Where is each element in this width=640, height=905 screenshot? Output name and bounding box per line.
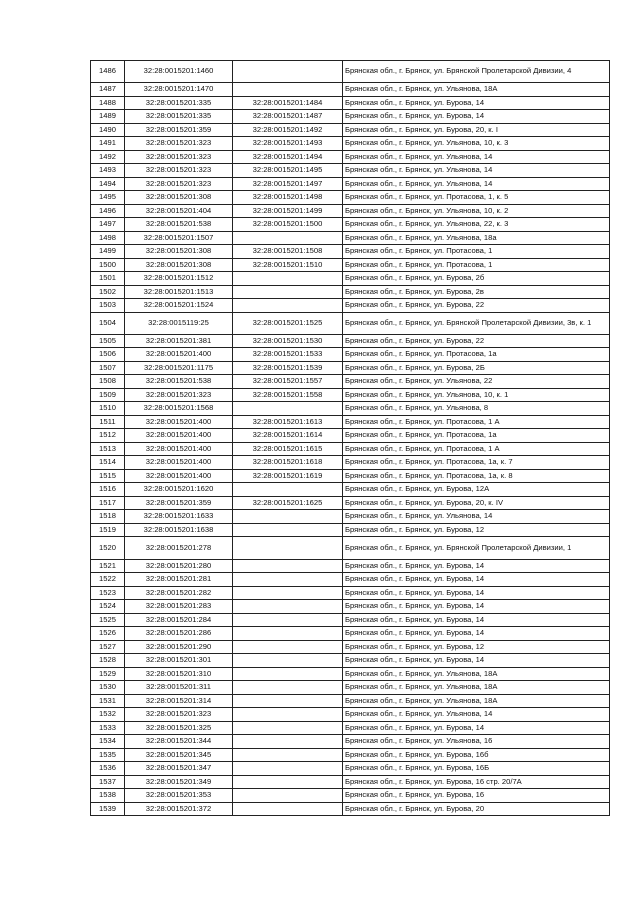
row-number-cell: 1508 xyxy=(91,375,125,389)
row-number-cell: 1533 xyxy=(91,721,125,735)
row-number-cell: 1486 xyxy=(91,61,125,83)
cadastral-number-cell: 32:28:0015201:400 xyxy=(125,442,233,456)
table-row xyxy=(91,496,610,510)
cadastral-number-cell: 32:28:0015201:323 xyxy=(125,137,233,151)
cadastral-number-cell: 32:28:0015201:1513 xyxy=(125,285,233,299)
table-row xyxy=(91,415,610,429)
linked-cadastral-number-cell xyxy=(233,537,343,559)
address-cell: Брянская обл., г. Брянск, ул. Ульянова, 14 xyxy=(343,177,610,191)
address-cell: Брянская обл., г. Брянск, ул. Протасова, 1а xyxy=(343,429,610,443)
address-cell: Брянская обл., г. Брянск, ул. Ульянова, 10, к. 2 xyxy=(343,204,610,218)
linked-cadastral-number-cell xyxy=(233,510,343,524)
address-cell: Брянская обл., г. Брянск, ул. Протасова, 1 xyxy=(343,245,610,259)
address-cell: Брянская обл., г. Брянск, ул. Бурова, 14 xyxy=(343,654,610,668)
row-number-cell: 1529 xyxy=(91,667,125,681)
linked-cadastral-number-cell: 32:28:0015201:1615 xyxy=(233,442,343,456)
linked-cadastral-number-cell: 32:28:0015201:1619 xyxy=(233,469,343,483)
address-cell: Брянская обл., г. Брянск, ул. Брянской Пролетарской Дивизии, 4 xyxy=(343,61,610,83)
table-row xyxy=(91,667,610,681)
row-number-cell: 1536 xyxy=(91,762,125,776)
address-cell: Брянская обл., г. Брянск, ул. Бурова, 16б xyxy=(343,748,610,762)
table-row xyxy=(91,83,610,97)
linked-cadastral-number-cell: 32:28:0015201:1499 xyxy=(233,204,343,218)
table-row xyxy=(91,177,610,191)
cadastral-number-cell: 32:28:0015201:325 xyxy=(125,721,233,735)
table-row xyxy=(91,164,610,178)
linked-cadastral-number-cell xyxy=(233,654,343,668)
cadastral-number-cell: 32:28:0015201:314 xyxy=(125,694,233,708)
linked-cadastral-number-cell xyxy=(233,231,343,245)
linked-cadastral-number-cell xyxy=(233,586,343,600)
cadastral-number-cell: 32:28:0015201:335 xyxy=(125,110,233,124)
linked-cadastral-number-cell xyxy=(233,285,343,299)
table-row xyxy=(91,285,610,299)
linked-cadastral-number-cell: 32:28:0015201:1497 xyxy=(233,177,343,191)
address-cell: Брянская обл., г. Брянск, ул. Бурова, 20 xyxy=(343,802,610,816)
row-number-cell: 1525 xyxy=(91,613,125,627)
row-number-cell: 1538 xyxy=(91,789,125,803)
cadastral-number-cell: 32:28:0015201:538 xyxy=(125,218,233,232)
table-row xyxy=(91,537,610,559)
address-cell: Брянская обл., г. Брянск, ул. Бурова, 12 xyxy=(343,523,610,537)
row-number-cell: 1521 xyxy=(91,559,125,573)
row-number-cell: 1509 xyxy=(91,388,125,402)
row-number-cell: 1493 xyxy=(91,164,125,178)
cadastral-number-cell: 32:28:0015201:308 xyxy=(125,245,233,259)
row-number-cell: 1537 xyxy=(91,775,125,789)
linked-cadastral-number-cell: 32:28:0015201:1558 xyxy=(233,388,343,402)
address-cell: Брянская обл., г. Брянск, ул. Бурова, 16Б xyxy=(343,762,610,776)
row-number-cell: 1513 xyxy=(91,442,125,456)
cadastral-number-cell: 32:28:0015201:283 xyxy=(125,600,233,614)
row-number-cell: 1517 xyxy=(91,496,125,510)
address-cell: Брянская обл., г. Брянск, ул. Протасова, 1а, к. 7 xyxy=(343,456,610,470)
cadastral-number-cell: 32:28:0015201:400 xyxy=(125,348,233,362)
linked-cadastral-number-cell xyxy=(233,402,343,416)
linked-cadastral-number-cell: 32:28:0015201:1493 xyxy=(233,137,343,151)
cadastral-number-cell: 32:28:0015201:301 xyxy=(125,654,233,668)
table-row xyxy=(91,469,610,483)
row-number-cell: 1503 xyxy=(91,299,125,313)
table-row xyxy=(91,334,610,348)
row-number-cell: 1530 xyxy=(91,681,125,695)
row-number-cell: 1539 xyxy=(91,802,125,816)
table-row xyxy=(91,627,610,641)
table-row xyxy=(91,613,610,627)
cadastral-number-cell: 32:28:0015201:282 xyxy=(125,586,233,600)
cadastral-number-cell: 32:28:0015201:1568 xyxy=(125,402,233,416)
address-cell: Брянская обл., г. Брянск, ул. Бурова, 20, к. I xyxy=(343,123,610,137)
linked-cadastral-number-cell xyxy=(233,775,343,789)
address-cell: Брянская обл., г. Брянск, ул. Бурова, 22 xyxy=(343,334,610,348)
address-cell: Брянская обл., г. Брянск, ул. Бурова, 2Б xyxy=(343,361,610,375)
linked-cadastral-number-cell xyxy=(233,573,343,587)
table-row xyxy=(91,483,610,497)
table-row xyxy=(91,456,610,470)
cadastral-number-cell: 32:28:0015201:310 xyxy=(125,667,233,681)
address-cell: Брянская обл., г. Брянск, ул. Бурова, 14 xyxy=(343,627,610,641)
cadastral-number-cell: 32:28:0015201:335 xyxy=(125,96,233,110)
row-number-cell: 1494 xyxy=(91,177,125,191)
cadastral-number-cell: 32:28:0015201:359 xyxy=(125,123,233,137)
linked-cadastral-number-cell: 32:28:0015201:1525 xyxy=(233,312,343,334)
address-cell: Брянская обл., г. Брянск, ул. Протасова, 1 А xyxy=(343,415,610,429)
linked-cadastral-number-cell xyxy=(233,627,343,641)
linked-cadastral-number-cell xyxy=(233,600,343,614)
linked-cadastral-number-cell xyxy=(233,559,343,573)
cadastral-number-cell: 32:28:0015201:1175 xyxy=(125,361,233,375)
linked-cadastral-number-cell xyxy=(233,762,343,776)
linked-cadastral-number-cell xyxy=(233,694,343,708)
row-number-cell: 1519 xyxy=(91,523,125,537)
table-row xyxy=(91,708,610,722)
linked-cadastral-number-cell: 32:28:0015201:1498 xyxy=(233,191,343,205)
row-number-cell: 1499 xyxy=(91,245,125,259)
linked-cadastral-number-cell xyxy=(233,61,343,83)
row-number-cell: 1496 xyxy=(91,204,125,218)
row-number-cell: 1505 xyxy=(91,334,125,348)
address-cell: Брянская обл., г. Брянск, ул. Ульянова, 10, к. 1 xyxy=(343,388,610,402)
table-row xyxy=(91,231,610,245)
cadastral-number-cell: 32:28:0015201:311 xyxy=(125,681,233,695)
table-row xyxy=(91,681,610,695)
row-number-cell: 1527 xyxy=(91,640,125,654)
registry-table-body xyxy=(91,61,610,816)
row-number-cell: 1524 xyxy=(91,600,125,614)
table-row xyxy=(91,150,610,164)
table-row xyxy=(91,299,610,313)
cadastral-number-cell: 32:28:0015201:308 xyxy=(125,258,233,272)
cadastral-number-cell: 32:28:0015201:323 xyxy=(125,150,233,164)
cadastral-number-cell: 32:28:0015201:308 xyxy=(125,191,233,205)
table-row xyxy=(91,375,610,389)
cadastral-number-cell: 32:28:0015201:278 xyxy=(125,537,233,559)
address-cell: Брянская обл., г. Брянск, ул. Брянской Пролетарской Дивизии, 3в, к. 1 xyxy=(343,312,610,334)
address-cell: Брянская обл., г. Брянск, ул. Ульянова, 10, к. 3 xyxy=(343,137,610,151)
address-cell: Брянская обл., г. Брянск, ул. Бурова, 12А xyxy=(343,483,610,497)
address-cell: Брянская обл., г. Брянск, ул. Ульянова, 14 xyxy=(343,708,610,722)
row-number-cell: 1516 xyxy=(91,483,125,497)
table-row xyxy=(91,510,610,524)
row-number-cell: 1500 xyxy=(91,258,125,272)
linked-cadastral-number-cell xyxy=(233,748,343,762)
linked-cadastral-number-cell: 32:28:0015201:1495 xyxy=(233,164,343,178)
address-cell: Брянская обл., г. Брянск, ул. Ульянова, 8 xyxy=(343,402,610,416)
row-number-cell: 1510 xyxy=(91,402,125,416)
row-number-cell: 1501 xyxy=(91,272,125,286)
registry-table xyxy=(90,60,610,816)
cadastral-number-cell: 32:28:0015201:286 xyxy=(125,627,233,641)
linked-cadastral-number-cell xyxy=(233,83,343,97)
linked-cadastral-number-cell: 32:28:0015201:1500 xyxy=(233,218,343,232)
cadastral-number-cell: 32:28:0015201:400 xyxy=(125,469,233,483)
address-cell: Брянская обл., г. Брянск, ул. Бурова, 16 стр. 20/7А xyxy=(343,775,610,789)
row-number-cell: 1504 xyxy=(91,312,125,334)
address-cell: Брянская обл., г. Брянск, ул. Протасова, 1а xyxy=(343,348,610,362)
linked-cadastral-number-cell: 32:28:0015201:1557 xyxy=(233,375,343,389)
table-row xyxy=(91,429,610,443)
cadastral-number-cell: 32:28:0015201:1512 xyxy=(125,272,233,286)
cadastral-number-cell: 32:28:0015201:1620 xyxy=(125,483,233,497)
table-row xyxy=(91,61,610,83)
cadastral-number-cell: 32:28:0015201:353 xyxy=(125,789,233,803)
row-number-cell: 1512 xyxy=(91,429,125,443)
cadastral-number-cell: 32:28:0015201:323 xyxy=(125,708,233,722)
row-number-cell: 1520 xyxy=(91,537,125,559)
linked-cadastral-number-cell: 32:28:0015201:1614 xyxy=(233,429,343,443)
row-number-cell: 1506 xyxy=(91,348,125,362)
address-cell: Брянская обл., г. Брянск, ул. Протасова, 1 А xyxy=(343,442,610,456)
linked-cadastral-number-cell xyxy=(233,802,343,816)
row-number-cell: 1523 xyxy=(91,586,125,600)
table-row xyxy=(91,721,610,735)
table-row xyxy=(91,789,610,803)
linked-cadastral-number-cell xyxy=(233,640,343,654)
table-row xyxy=(91,694,610,708)
cadastral-number-cell: 32:28:0015201:400 xyxy=(125,456,233,470)
cadastral-number-cell: 32:28:0015201:323 xyxy=(125,388,233,402)
linked-cadastral-number-cell xyxy=(233,299,343,313)
table-row xyxy=(91,245,610,259)
row-number-cell: 1489 xyxy=(91,110,125,124)
table-row xyxy=(91,600,610,614)
table-row xyxy=(91,361,610,375)
cadastral-number-cell: 32:28:0015201:280 xyxy=(125,559,233,573)
row-number-cell: 1492 xyxy=(91,150,125,164)
cadastral-number-cell: 32:28:0015201:290 xyxy=(125,640,233,654)
linked-cadastral-number-cell xyxy=(233,735,343,749)
cadastral-number-cell: 32:28:0015201:1507 xyxy=(125,231,233,245)
table-row xyxy=(91,204,610,218)
linked-cadastral-number-cell xyxy=(233,523,343,537)
cadastral-number-cell: 32:28:0015201:345 xyxy=(125,748,233,762)
cadastral-number-cell: 32:28:0015201:1524 xyxy=(125,299,233,313)
address-cell: Брянская обл., г. Брянск, ул. Протасова, 1а, к. 8 xyxy=(343,469,610,483)
row-number-cell: 1534 xyxy=(91,735,125,749)
address-cell: Брянская обл., г. Брянск, ул. Бурова, 14 xyxy=(343,586,610,600)
row-number-cell: 1531 xyxy=(91,694,125,708)
cadastral-number-cell: 32:28:0015201:281 xyxy=(125,573,233,587)
table-row xyxy=(91,348,610,362)
address-cell: Брянская обл., г. Брянск, ул. Бурова, 22 xyxy=(343,299,610,313)
table-row xyxy=(91,258,610,272)
address-cell: Брянская обл., г. Брянск, ул. Ульянова, 22 xyxy=(343,375,610,389)
cadastral-number-cell: 32:28:0015201:404 xyxy=(125,204,233,218)
linked-cadastral-number-cell: 32:28:0015201:1618 xyxy=(233,456,343,470)
linked-cadastral-number-cell: 32:28:0015201:1533 xyxy=(233,348,343,362)
row-number-cell: 1497 xyxy=(91,218,125,232)
row-number-cell: 1514 xyxy=(91,456,125,470)
address-cell: Брянская обл., г. Брянск, ул. Бурова, 14 xyxy=(343,110,610,124)
address-cell: Брянская обл., г. Брянск, ул. Бурова, 14 xyxy=(343,721,610,735)
address-cell: Брянская обл., г. Брянск, ул. Ульянова, 14 xyxy=(343,510,610,524)
linked-cadastral-number-cell xyxy=(233,681,343,695)
row-number-cell: 1498 xyxy=(91,231,125,245)
cadastral-number-cell: 32:28:0015201:359 xyxy=(125,496,233,510)
address-cell: Брянская обл., г. Брянск, ул. Ульянова, 14 xyxy=(343,164,610,178)
table-row xyxy=(91,559,610,573)
table-row xyxy=(91,654,610,668)
row-number-cell: 1491 xyxy=(91,137,125,151)
table-row xyxy=(91,573,610,587)
cadastral-number-cell: 32:28:0015201:323 xyxy=(125,164,233,178)
address-cell: Брянская обл., г. Брянск, ул. Бурова, 14 xyxy=(343,600,610,614)
row-number-cell: 1535 xyxy=(91,748,125,762)
table-row xyxy=(91,735,610,749)
cadastral-number-cell: 32:28:0015201:372 xyxy=(125,802,233,816)
address-cell: Брянская обл., г. Брянск, ул. Бурова, 20, к. IV xyxy=(343,496,610,510)
linked-cadastral-number-cell xyxy=(233,721,343,735)
cadastral-number-cell: 32:28:0015201:1460 xyxy=(125,61,233,83)
table-row xyxy=(91,442,610,456)
table-row xyxy=(91,523,610,537)
linked-cadastral-number-cell xyxy=(233,667,343,681)
table-row xyxy=(91,640,610,654)
linked-cadastral-number-cell: 32:28:0015201:1530 xyxy=(233,334,343,348)
linked-cadastral-number-cell: 32:28:0015201:1484 xyxy=(233,96,343,110)
table-row xyxy=(91,137,610,151)
row-number-cell: 1515 xyxy=(91,469,125,483)
table-row xyxy=(91,272,610,286)
table-row xyxy=(91,191,610,205)
address-cell: Брянская обл., г. Брянск, ул. Протасова, 1 xyxy=(343,258,610,272)
address-cell: Брянская обл., г. Брянск, ул. Брянской Пролетарской Дивизии, 1 xyxy=(343,537,610,559)
row-number-cell: 1511 xyxy=(91,415,125,429)
row-number-cell: 1522 xyxy=(91,573,125,587)
cadastral-number-cell: 32:28:0015201:349 xyxy=(125,775,233,789)
cadastral-number-cell: 32:28:0015201:1638 xyxy=(125,523,233,537)
cadastral-number-cell: 32:28:0015201:1633 xyxy=(125,510,233,524)
linked-cadastral-number-cell xyxy=(233,613,343,627)
linked-cadastral-number-cell: 32:28:0015201:1625 xyxy=(233,496,343,510)
linked-cadastral-number-cell: 32:28:0015201:1613 xyxy=(233,415,343,429)
table-row xyxy=(91,218,610,232)
address-cell: Брянская обл., г. Брянск, ул. Ульянова, 22, к. 3 xyxy=(343,218,610,232)
address-cell: Брянская обл., г. Брянск, ул. Бурова, 12 xyxy=(343,640,610,654)
linked-cadastral-number-cell: 32:28:0015201:1494 xyxy=(233,150,343,164)
linked-cadastral-number-cell xyxy=(233,789,343,803)
cadastral-number-cell: 32:28:0015201:400 xyxy=(125,415,233,429)
cadastral-number-cell: 32:28:0015201:538 xyxy=(125,375,233,389)
cadastral-number-cell: 32:28:0015201:347 xyxy=(125,762,233,776)
address-cell: Брянская обл., г. Брянск, ул. Ульянова, 18А xyxy=(343,681,610,695)
address-cell: Брянская обл., г. Брянск, ул. Ульянова, 18А xyxy=(343,83,610,97)
address-cell: Брянская обл., г. Брянск, ул. Бурова, 2б xyxy=(343,272,610,286)
linked-cadastral-number-cell: 32:28:0015201:1510 xyxy=(233,258,343,272)
cadastral-number-cell: 32:28:0015119:25 xyxy=(125,312,233,334)
table-row xyxy=(91,312,610,334)
row-number-cell: 1532 xyxy=(91,708,125,722)
linked-cadastral-number-cell: 32:28:0015201:1492 xyxy=(233,123,343,137)
table-row xyxy=(91,402,610,416)
linked-cadastral-number-cell: 32:28:0015201:1539 xyxy=(233,361,343,375)
row-number-cell: 1526 xyxy=(91,627,125,641)
row-number-cell: 1502 xyxy=(91,285,125,299)
cadastral-number-cell: 32:28:0015201:400 xyxy=(125,429,233,443)
cadastral-number-cell: 32:28:0015201:1470 xyxy=(125,83,233,97)
address-cell: Брянская обл., г. Брянск, ул. Бурова, 14 xyxy=(343,613,610,627)
table-row xyxy=(91,748,610,762)
row-number-cell: 1495 xyxy=(91,191,125,205)
table-row xyxy=(91,762,610,776)
address-cell: Брянская обл., г. Брянск, ул. Бурова, 2в xyxy=(343,285,610,299)
row-number-cell: 1528 xyxy=(91,654,125,668)
linked-cadastral-number-cell: 32:28:0015201:1508 xyxy=(233,245,343,259)
address-cell: Брянская обл., г. Брянск, ул. Бурова, 14 xyxy=(343,96,610,110)
address-cell: Брянская обл., г. Брянск, ул. Ульянова, 18А xyxy=(343,667,610,681)
row-number-cell: 1490 xyxy=(91,123,125,137)
row-number-cell: 1518 xyxy=(91,510,125,524)
table-row xyxy=(91,110,610,124)
linked-cadastral-number-cell xyxy=(233,708,343,722)
table-row xyxy=(91,123,610,137)
cadastral-number-cell: 32:28:0015201:323 xyxy=(125,177,233,191)
linked-cadastral-number-cell: 32:28:0015201:1487 xyxy=(233,110,343,124)
row-number-cell: 1488 xyxy=(91,96,125,110)
table-row xyxy=(91,388,610,402)
table-row xyxy=(91,775,610,789)
address-cell: Брянская обл., г. Брянск, ул. Бурова, 16 xyxy=(343,789,610,803)
row-number-cell: 1487 xyxy=(91,83,125,97)
row-number-cell: 1507 xyxy=(91,361,125,375)
address-cell: Брянская обл., г. Брянск, ул. Ульянова, 16 xyxy=(343,735,610,749)
address-cell: Брянская обл., г. Брянск, ул. Ульянова, 18А xyxy=(343,694,610,708)
address-cell: Брянская обл., г. Брянск, ул. Бурова, 14 xyxy=(343,573,610,587)
cadastral-number-cell: 32:28:0015201:381 xyxy=(125,334,233,348)
table-row xyxy=(91,802,610,816)
linked-cadastral-number-cell xyxy=(233,483,343,497)
address-cell: Брянская обл., г. Брянск, ул. Ульянова, 14 xyxy=(343,150,610,164)
address-cell: Брянская обл., г. Брянск, ул. Протасова, 1, к. 5 xyxy=(343,191,610,205)
table-row xyxy=(91,96,610,110)
table-row xyxy=(91,586,610,600)
cadastral-number-cell: 32:28:0015201:344 xyxy=(125,735,233,749)
address-cell: Брянская обл., г. Брянск, ул. Ульянова, 18а xyxy=(343,231,610,245)
cadastral-number-cell: 32:28:0015201:284 xyxy=(125,613,233,627)
address-cell: Брянская обл., г. Брянск, ул. Бурова, 14 xyxy=(343,559,610,573)
linked-cadastral-number-cell xyxy=(233,272,343,286)
